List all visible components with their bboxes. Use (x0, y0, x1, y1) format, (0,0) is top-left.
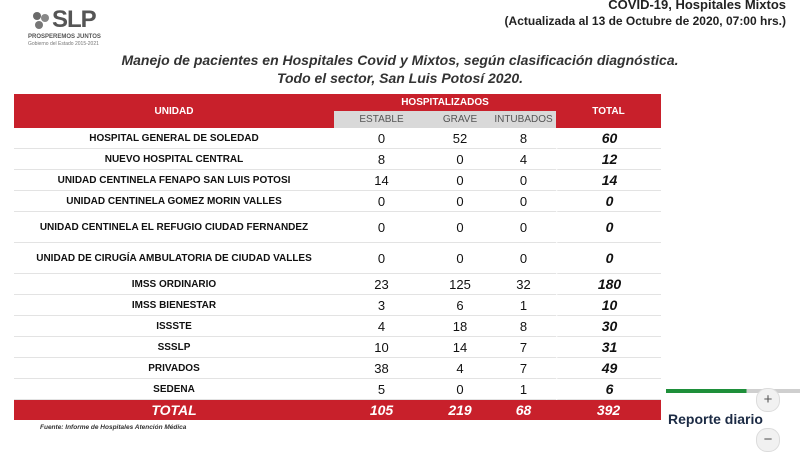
cell-grave: 4 (429, 358, 491, 379)
totals-total: 392 (556, 400, 661, 420)
cell-unit: HOSPITAL GENERAL DE SOLEDAD (14, 128, 334, 149)
totals-estable: 105 (334, 400, 429, 420)
cell-grave: 0 (429, 149, 491, 170)
logo-text: SLP (52, 6, 96, 33)
cell-intubados: 0 (491, 191, 556, 212)
table-row (14, 274, 661, 295)
cell-estable: 3 (334, 295, 429, 316)
cell-grave: 52 (429, 128, 491, 149)
header-title: COVID-19, Hospitales Mixtos (608, 0, 786, 12)
cell-estable: 4 (334, 316, 429, 337)
cell-intubados: 0 (491, 212, 556, 243)
hospital-table (14, 94, 661, 420)
cell-total: 6 (556, 379, 661, 400)
header-total: TOTAL (556, 94, 661, 128)
header-hospitalizados: HOSPITALIZADOS (334, 94, 556, 111)
cell-estable: 0 (334, 191, 429, 212)
cell-intubados: 1 (491, 379, 556, 400)
cell-unit: IMSS BIENESTAR (14, 295, 334, 316)
cell-unit: NUEVO HOSPITAL CENTRAL (14, 149, 334, 170)
cell-grave: 0 (429, 379, 491, 400)
cell-unit: PRIVADOS (14, 358, 334, 379)
cell-total: 31 (556, 337, 661, 358)
table-row (14, 337, 661, 358)
cell-total: 0 (556, 243, 661, 274)
header-grave: GRAVE (429, 111, 491, 128)
cell-unit: UNIDAD CENTINELA GOMEZ MORIN VALLES (14, 191, 334, 212)
cell-unit: ISSSTE (14, 316, 334, 337)
cell-estable: 10 (334, 337, 429, 358)
cell-total: 12 (556, 149, 661, 170)
report-title: Manejo de pacientes en Hospitales Covid y Mixtos, según clasificación diagnóstica. (121, 52, 679, 68)
table-row (14, 212, 661, 243)
cell-estable: 0 (334, 212, 429, 243)
report-subtitle: Todo el sector, San Luis Potosí 2020. (276, 70, 524, 86)
table-row (14, 191, 661, 212)
zoom-out-button[interactable]: − (756, 428, 780, 452)
table-row (14, 128, 661, 149)
cell-estable: 0 (334, 128, 429, 149)
totals-grave: 219 (429, 400, 491, 420)
cell-grave: 0 (429, 212, 491, 243)
cell-total: 49 (556, 358, 661, 379)
header-intubados: INTUBADOS (491, 111, 556, 128)
cell-unit: UNIDAD DE CIRUGÍA AMBULATORIA DE CIUDAD VALLES (14, 243, 334, 274)
cell-unit: SEDENA (14, 379, 334, 400)
cell-total: 180 (556, 274, 661, 295)
table-row (14, 379, 661, 400)
cell-grave: 14 (429, 337, 491, 358)
cell-grave: 0 (429, 191, 491, 212)
zoom-in-button[interactable]: + (756, 388, 780, 412)
totals-label: TOTAL (14, 400, 334, 420)
cell-intubados: 8 (491, 316, 556, 337)
table-row (14, 243, 661, 274)
cell-total: 0 (556, 191, 661, 212)
cell-unit: UNIDAD CENTINELA EL REFUGIO CIUDAD FERNANDEZ (14, 212, 334, 243)
cell-estable: 38 (334, 358, 429, 379)
logo-emblem-icon (28, 8, 54, 34)
cell-estable: 0 (334, 243, 429, 274)
cell-grave: 0 (429, 243, 491, 274)
cell-grave: 125 (429, 274, 491, 295)
header-estable: ESTABLE (334, 111, 429, 128)
cell-estable: 5 (334, 379, 429, 400)
cell-intubados: 7 (491, 337, 556, 358)
logo-tagline: PROSPEREMOS JUNTOS (28, 34, 101, 40)
table-row (14, 295, 661, 316)
cell-estable: 23 (334, 274, 429, 295)
cell-unit: SSSLP (14, 337, 334, 358)
cell-total: 60 (556, 128, 661, 149)
cell-estable: 8 (334, 149, 429, 170)
cell-intubados: 32 (491, 274, 556, 295)
table-row (14, 170, 661, 191)
cell-total: 30 (556, 316, 661, 337)
cell-intubados: 0 (491, 170, 556, 191)
cell-intubados: 7 (491, 358, 556, 379)
table-row (14, 358, 661, 379)
header-update-date: (Actualizada al 13 de Octubre de 2020, 07:00 hrs.) (504, 14, 786, 28)
cell-estable: 14 (334, 170, 429, 191)
cell-grave: 18 (429, 316, 491, 337)
source-footnote: Fuente: Informe de Hospitales Atención Médica (40, 424, 187, 431)
cell-unit: UNIDAD CENTINELA FENAPO SAN LUIS POTOSI (14, 170, 334, 191)
cell-unit: IMSS ORDINARIO (14, 274, 334, 295)
reporte-diario-label: Reporte diario (668, 411, 763, 427)
green-divider (666, 389, 800, 393)
table-row (14, 316, 661, 337)
totals-row (14, 400, 661, 420)
cell-grave: 6 (429, 295, 491, 316)
cell-grave: 0 (429, 170, 491, 191)
slp-logo (28, 6, 108, 48)
cell-total: 10 (556, 295, 661, 316)
header-unit: UNIDAD (14, 94, 334, 128)
cell-intubados: 1 (491, 295, 556, 316)
logo-government: Gobierno del Estado 2015-2021 (28, 41, 99, 47)
cell-intubados: 4 (491, 149, 556, 170)
cell-intubados: 8 (491, 128, 556, 149)
cell-intubados: 0 (491, 243, 556, 274)
cell-total: 14 (556, 170, 661, 191)
cell-total: 0 (556, 212, 661, 243)
table-row (14, 149, 661, 170)
totals-intubados: 68 (491, 400, 556, 420)
